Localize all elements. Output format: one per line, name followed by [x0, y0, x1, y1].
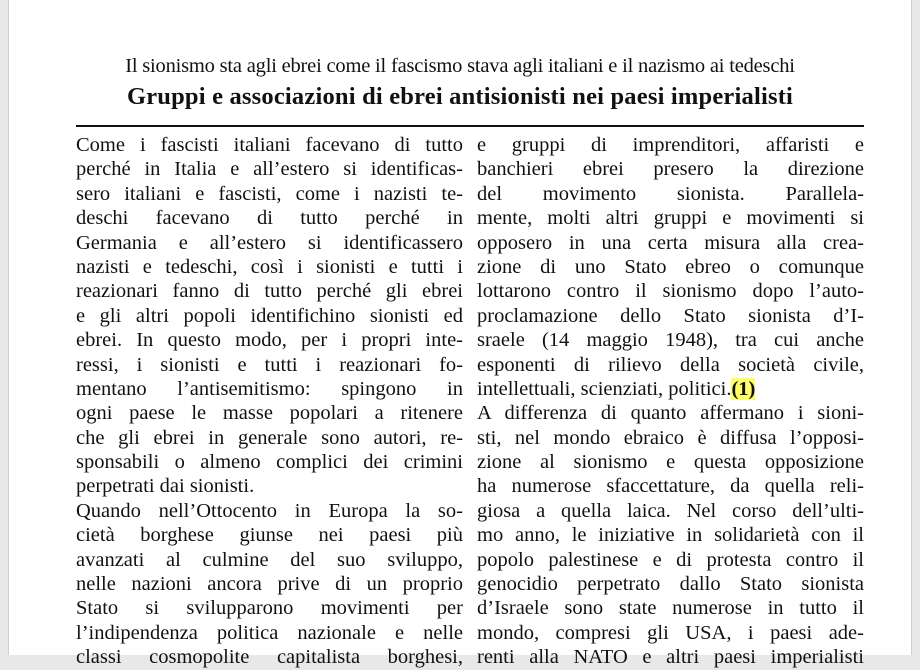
text-line: sraele (14 maggio 1948), tra cui anche — [477, 329, 864, 352]
text-line: reazionari fanno di tutto perché gli ebrei — [76, 280, 463, 303]
text-line: mente, molti altri gruppi e movimenti si — [477, 207, 864, 230]
text-line: l’indipendenza politica nazionale e nelle — [76, 621, 463, 644]
text-line: sero italiani e fascisti, come i nazisti te- — [76, 182, 463, 205]
text-line: intellettuali, scienziati, politici. — [477, 377, 732, 400]
text-line: Quando nell’Ottocento in Europa la so- — [76, 499, 463, 522]
left-text-column — [76, 133, 463, 670]
text-line: mondo, compresi gli USA, i paesi ade- — [477, 621, 864, 644]
text-line: classi cosmopolite capitalista borghesi, — [76, 646, 463, 669]
text-line: sponsabili o almeno complici dei crimini — [76, 451, 463, 474]
text-line: mentano l’antisemitismo: spingono in — [76, 377, 463, 400]
text-line: mo anno, le iniziative in solidarietà con il — [477, 524, 864, 547]
text-line: nelle nazioni ancora prive di un proprio — [76, 573, 463, 596]
text-line: opposero in una certa misura alla crea- — [477, 231, 864, 254]
text-line: che gli ebrei in generale sono autori, re- — [76, 426, 463, 449]
text-line: renti alla NATO e altri paesi imperialisti — [477, 646, 864, 669]
text-line: d’Israele sono state numerose in tutto il — [477, 597, 864, 620]
article-subtitle: Il sionismo sta agli ebrei come il fascismo stava agli italiani e il nazismo ai tedeschi — [125, 55, 795, 77]
text-line: Stato si svilupparono movimenti per — [76, 597, 463, 620]
text-line: deschi facevano di tutto perché in — [76, 207, 463, 230]
text-line: banchieri ebrei presero la direzione — [477, 158, 864, 181]
text-line: giosa a quella laica. Nel corso dell’ulti- — [477, 499, 864, 522]
title-divider — [76, 125, 864, 127]
text-line: perpetrati dai sionisti. — [76, 475, 255, 498]
text-line: sti, nel mondo ebraico è diffusa l’opposi- — [477, 426, 864, 449]
text-line: esponenti di rilievo della società civile, — [477, 353, 864, 376]
article-title: Gruppi e associazioni di ebrei antisionisti nei paesi imperialisti — [126, 83, 794, 110]
text-line-with-footnote — [477, 377, 864, 401]
text-line: del movimento sionista. Parallela- — [477, 182, 864, 205]
text-line: genocidio perpetrato dallo Stato sionista — [477, 573, 864, 596]
text-line: Come i fascisti italiani facevano di tutto — [76, 134, 463, 156]
text-line: nazisti e tedeschi, così i sionisti e tutti i — [76, 255, 463, 278]
text-line: ogni paese le masse popolari a ritenere — [76, 402, 463, 425]
text-line: Germania e all’estero si identificassero — [76, 231, 463, 254]
text-line: lottarono contro il sionismo dopo l’auto- — [477, 280, 864, 303]
text-line: avanzati al culmine del suo sviluppo, — [76, 548, 463, 571]
text-line: zione di uno Stato ebreo o comunque — [477, 255, 864, 278]
text-line: popolo palestinese e di protesta contro il — [477, 548, 864, 571]
text-line: perché in Italia e all’estero si identificas- — [76, 158, 463, 181]
text-line: proclamazione dello Stato sionista d’I- — [477, 304, 864, 327]
text-line: zione al sionismo e questa opposizione — [477, 451, 864, 474]
text-line: ha numerose sfaccettature, da quella reli- — [477, 475, 864, 498]
document-page — [8, 0, 912, 669]
text-line: ebrei. In questo modo, per i propri inte- — [76, 329, 463, 352]
footnote-link[interactable]: (1) — [731, 377, 756, 400]
text-line: ressi, i sionisti e tutti i reazionari fo- — [76, 353, 463, 376]
text-line: e gli altri popoli identifichino sionisti ed — [76, 304, 463, 327]
text-line: e gruppi di imprenditori, affaristi e — [477, 134, 864, 156]
text-line: A differenza di quanto affermano i sioni- — [477, 402, 864, 425]
text-line: cietà borghese giunse nei paesi più — [76, 524, 463, 547]
right-text-column — [477, 133, 864, 670]
